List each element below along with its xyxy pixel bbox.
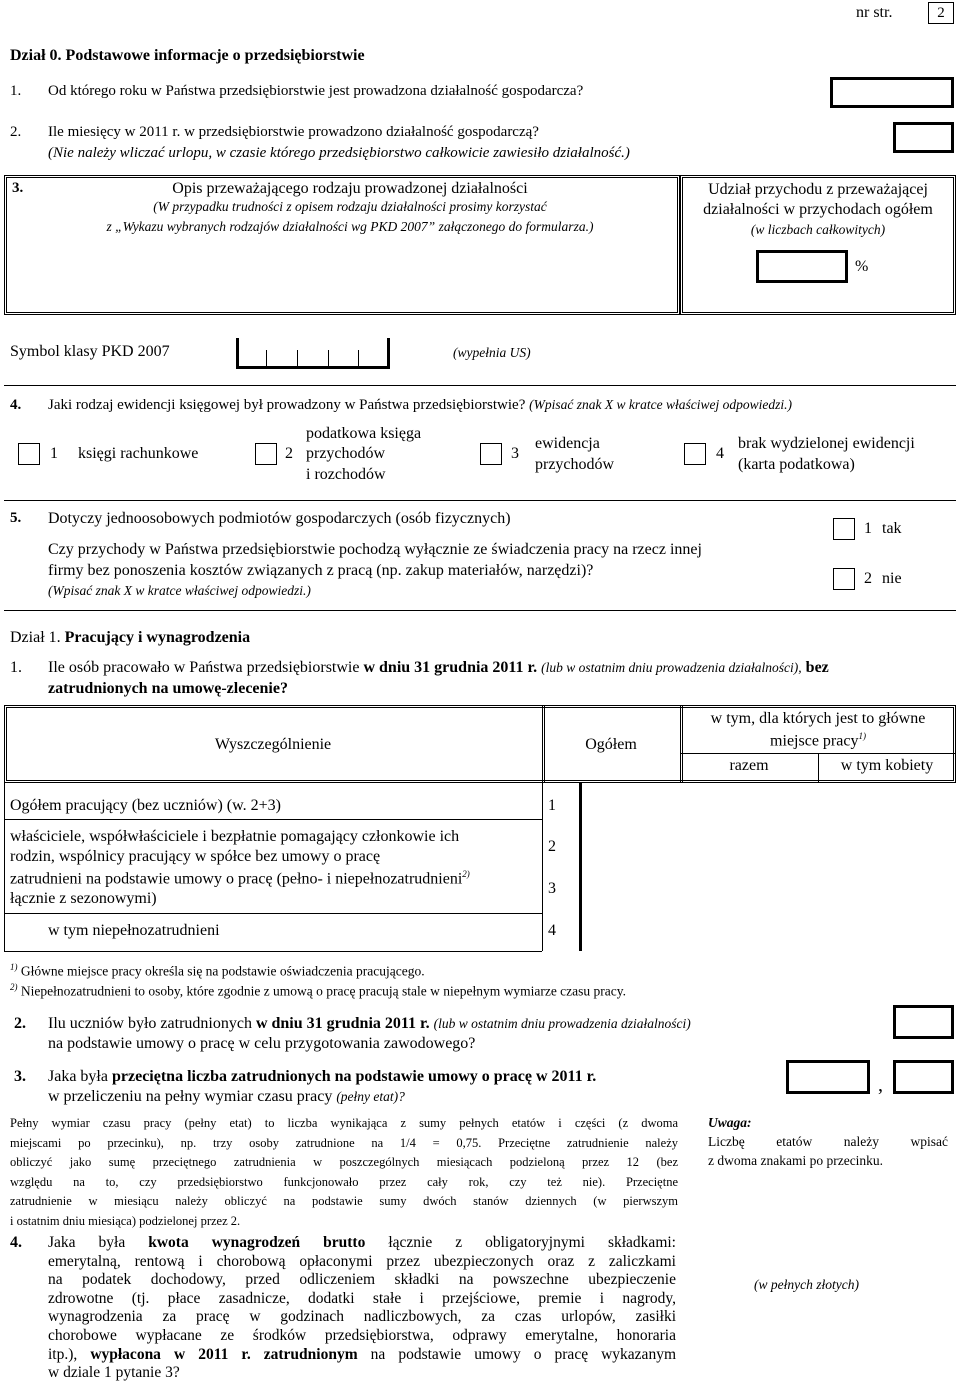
table-header-total: Ogółem: [585, 736, 637, 753]
fte-explanation-line: względu na to, czy przedsiębiorstwo funkcjonowało przez cały rok, czy też nie). Przeciętne: [10, 1174, 678, 1189]
row-3-label-1: [10, 869, 470, 888]
q0-2-note: (Nie należy wliczać urlopu, w czasie którego przedsiębiorstwo całkowicie zawiesiło działalność.): [48, 145, 630, 161]
q1-4-seg-bold: wypłacona w 2011 r. zatrudnionym: [90, 1345, 358, 1363]
separator: [4, 385, 956, 386]
opt2-label-1: podatkowa księga: [306, 425, 422, 442]
q0-4-text: [48, 397, 792, 414]
row-2-number: 2: [548, 838, 556, 855]
q1-3-text: [48, 1068, 596, 1086]
section-1-name: Pracujący i wynagrodzenia: [64, 629, 251, 646]
row-3-number: 3: [548, 880, 556, 897]
opt2-number: 2: [285, 445, 293, 462]
q1-4-seg: łącznie z obligatoryjnymi składkami:: [365, 1234, 676, 1251]
q1-4-line: [48, 1346, 676, 1365]
q1-2-t3: (lub w ostatnim dniu prowadzenia działalności): [433, 1016, 691, 1031]
q0-5-title: Dotyczy jednoosobowych podmiotów gospodarczych (osób fizycznych): [48, 510, 511, 527]
section-0-title: Dział 0. Podstawowe informacje o przedsiębiorstwie: [10, 47, 365, 64]
q1-1-text-2: zatrudnionych na umowę-zlecenie?: [48, 680, 288, 697]
q1-3-t1: Jaka była: [48, 1068, 108, 1085]
table-header-main-2: [680, 731, 956, 750]
opt3-label-1: ewidencja: [535, 435, 600, 452]
q1-2-t1: Ilu uczniów było zatrudnionych: [48, 1015, 252, 1032]
no-number: 2: [864, 570, 872, 587]
q1-2-t2: w dniu 31 grudnia 2011 r.: [255, 1015, 430, 1032]
table-header-main-text: miejsce pracy: [770, 732, 859, 750]
q1-3-text-2: [48, 1088, 405, 1106]
q1-4-text: [48, 1234, 676, 1383]
q1-4-seg-bold: kwota wynagrodzeń brutto: [148, 1234, 366, 1251]
row-4-number: 4: [548, 922, 556, 939]
row-2-label-1: właściciele, współwłaściciele i bezpłatnie pomagający członkowie ich: [10, 828, 460, 845]
accounting-type-2-checkbox[interactable]: [255, 443, 277, 465]
accounting-type-3-checkbox[interactable]: [480, 443, 502, 465]
months-input-box[interactable]: [893, 122, 954, 153]
q1-3-l2-note: (pełny etat)?: [336, 1089, 405, 1104]
q1-4-line: na podatek dochodowy, przed odliczeniem składki na powszechne ubezpieczenie: [48, 1271, 676, 1289]
opt2-label-3: i rozchodów: [306, 466, 386, 483]
avg-employment-whole-input[interactable]: [786, 1060, 870, 1094]
q0-5-text-1: Czy przychody w Państwa przedsiębiorstwie pochodzą wyłącznie ze świadczenia pracy na rzecz innej: [48, 541, 702, 558]
opt2-label-2: przychodów: [306, 445, 386, 462]
q1-1-text: [48, 659, 829, 677]
q0-4-question: Jaki rodzaj ewidencji księgowej był prowadzony w Państwa przedsiębiorstwie?: [48, 397, 526, 413]
pkd-note: (wypełnia US): [453, 345, 531, 360]
q0-3-title: Opis przeważającego rodzaju prowadzonej działalności: [172, 180, 528, 197]
table-header-main-1: w tym, dla których jest to główne: [710, 710, 926, 727]
q1-1-t3: (lub w ostatnim dniu prowadzenia działalności),: [541, 660, 802, 675]
q0-1-number: 1.: [10, 83, 22, 99]
q0-5-number: 5.: [10, 510, 22, 526]
apprentices-input-box[interactable]: [893, 1005, 954, 1039]
share-note: (w liczbach całkowitych): [750, 222, 886, 237]
yes-label: tak: [882, 520, 902, 537]
q0-4-note: (Wpisać znak X w kratce właściwej odpowiedzi.): [529, 397, 792, 412]
row-1-label: Ogółem pracujący (bez uczniów) (w. 2+3): [10, 797, 281, 814]
q1-3-l2: w przeliczeniu na pełny wymiar czasu pracy: [48, 1088, 333, 1105]
footnote-2: [10, 982, 626, 1000]
opt3-label-2: przychodów: [535, 456, 615, 473]
q0-2-number: 2.: [10, 124, 22, 140]
opt4-label-2: (karta podatkowa): [738, 456, 855, 473]
share-title-line-2: działalności w przychodach ogółem: [703, 201, 933, 218]
no-label: nie: [882, 570, 902, 587]
section-1-title: [10, 629, 250, 647]
pkd-label: Symbol klasy PKD 2007: [10, 343, 170, 360]
q1-1-number: 1.: [10, 659, 22, 676]
share-title-line-1: Udział przychodu z przeważającej: [708, 181, 928, 198]
q1-4-line: wynagrodzenia za pracę w godzinach nadliczbowych, za czas urlopów, zasiłki: [48, 1308, 676, 1326]
avg-employment-decimal-input[interactable]: [893, 1060, 954, 1094]
q1-4-line: w dziale 1 pytanie 3?: [48, 1364, 180, 1382]
footnote-ref-1: 1): [858, 731, 866, 741]
q0-3-number: 3.: [12, 180, 24, 196]
opt4-label-1: brak wydzielonej ewidencji: [738, 435, 915, 452]
q1-4-line: emerytalną, rentową i chorobową opłaconymi przez ubezpieczonych oraz z zaliczkami: [48, 1252, 676, 1270]
opt3-number: 3: [511, 445, 519, 462]
accounting-type-4-checkbox[interactable]: [684, 443, 706, 465]
footnote-ref-2: 2): [462, 869, 470, 879]
footnote-1: [10, 962, 425, 980]
row-3-label-2: łącznie z sezonowymi): [10, 890, 157, 907]
fte-explanation-line: Pełny wymiar czasu pracy (pełny etat) to liczba wynikająca z sumy pełnych etatów i części (z dwoma: [10, 1116, 678, 1130]
fte-explanation: [10, 1114, 678, 1231]
note-title: Uwaga:: [708, 1115, 752, 1130]
q1-4-seg: itp.),: [48, 1345, 91, 1363]
q1-4-unit: (w pełnych złotych): [754, 1277, 859, 1292]
page-number-label: nr str.: [856, 4, 893, 21]
q1-4-seg: Jaka była: [48, 1234, 149, 1251]
table-header-kobiety: w tym kobiety: [840, 757, 934, 774]
q1-1-t1: Ile osób pracowało w Państwa przedsiębiorstwie: [48, 659, 360, 676]
footnote-1-text: Główne miejsce pracy określa się na podstawie oświadczenia pracującego.: [20, 963, 425, 979]
share-percent-input-box[interactable]: [756, 250, 848, 283]
q1-4-seg: na podstawie umowy o pracę wykazanym: [357, 1345, 676, 1363]
opt4-number: 4: [716, 445, 724, 462]
separator: [4, 500, 956, 501]
separator: [4, 610, 956, 611]
fte-explanation-line: miejscami po przecinku), np. trzy osoby zatrudnione na 1/4 = 0,75. Przeciętne zatrudnienie należy: [10, 1135, 678, 1150]
q1-1-t4: bez: [805, 659, 829, 676]
q1-2-number: 2.: [14, 1015, 26, 1032]
no-checkbox[interactable]: [833, 568, 855, 590]
row-3-text: zatrudnieni na podstawie umowy o pracę (pełno- i niepełnozatrudnieni: [10, 870, 463, 888]
page-number-box: 2: [928, 2, 954, 24]
q1-3-number: 3.: [14, 1068, 26, 1085]
row-2-label-2: rodzin, wspólnicy pracujący w spółce bez umowy o pracę: [10, 848, 381, 865]
q0-1-text: Od którego roku w Państwa przedsiębiorstwie jest prowadzona działalność gospodarcza?: [48, 83, 584, 99]
q1-4-number: 4.: [10, 1234, 22, 1251]
accounting-type-1-checkbox[interactable]: [18, 443, 40, 465]
footnote-2-mark: 2): [10, 982, 18, 992]
q1-2-text-2: na podstawie umowy o pracę w celu przygotowania zawodowego?: [48, 1035, 476, 1052]
opt1-number: 1: [50, 445, 58, 462]
q1-1-t2: w dniu 31 grudnia 2011 r.: [363, 659, 538, 676]
year-input-box[interactable]: [830, 77, 954, 108]
q0-2-text: Ile miesięcy w 2011 r. w przedsiębiorstwie prowadzono działalność gospodarczą?: [48, 124, 539, 140]
q0-4-number: 4.: [10, 397, 22, 413]
fte-explanation-line: zatrudnienie w miesiącu należy obliczyć na podstawie sumy dwóch stanów dziennych (w pierwszym: [10, 1194, 678, 1208]
row-1-number: 1: [548, 797, 556, 814]
row-4-label: w tym niepełnozatrudnieni: [48, 922, 220, 939]
fte-explanation-line: obliczyć jako sumę przeciętnego zatrudnienia w poszczególnych miesiącach podzieloną przez 12 (bez: [10, 1155, 678, 1169]
q0-5-text-2: firmy bez ponoszenia kosztów związanych z pracą (np. zakup materiałów, narzędzi)?: [48, 562, 594, 579]
footnote-1-mark: 1): [10, 962, 18, 972]
decimal-comma: ,: [878, 1074, 883, 1096]
table-header-razem: razem: [729, 757, 769, 774]
q1-4-line: zdrowotne (tj. płace zasadnicze, dodatki stałe i przejściowe, premie i nagrody,: [48, 1289, 676, 1307]
yes-number: 1: [864, 520, 872, 537]
note-line-2: z dwoma znakami po przecinku.: [708, 1153, 884, 1168]
pkd-code-input[interactable]: [236, 338, 390, 368]
footnote-2-text: Niepełnozatrudnieni to osoby, które zgodnie z umową o pracę pracują stale w niepełnym wymiarze czasu pracy.: [20, 983, 627, 999]
fte-explanation-line: i ostatnim dniu miesiąca) podzielonej przez 2.: [10, 1213, 241, 1228]
q0-3-note-2: z „Wykazu wybranych rodzajów działalności wg PKD 2007” załączonego do formularza.): [106, 219, 594, 234]
q1-4-line: chorobowe wypłacane ze środków przedsiębiorstwa, odprawy emerytalne, honoraria: [48, 1326, 676, 1344]
yes-checkbox[interactable]: [833, 518, 855, 540]
q1-2-text: [48, 1015, 691, 1033]
opt1-label: księgi rachunkowe: [78, 445, 199, 462]
section-1-prefix: Dział 1.: [10, 629, 61, 646]
q0-3-note-1: (W przypadku trudności z opisem rodzaju działalności prosimy korzystać: [153, 199, 547, 214]
q1-3-t2: przeciętna liczba zatrudnionych na podstawie umowy o pracę w 2011 r.: [111, 1068, 597, 1085]
percent-sign: %: [855, 258, 869, 275]
table-header-spec: Wyszczególnienie: [214, 736, 332, 753]
note-line-1: Liczbę etatów należy wpisać: [708, 1134, 948, 1149]
q0-5-note: (Wpisać znak X w kratce właściwej odpowiedzi.): [48, 583, 311, 598]
q1-4-line: [48, 1234, 676, 1253]
